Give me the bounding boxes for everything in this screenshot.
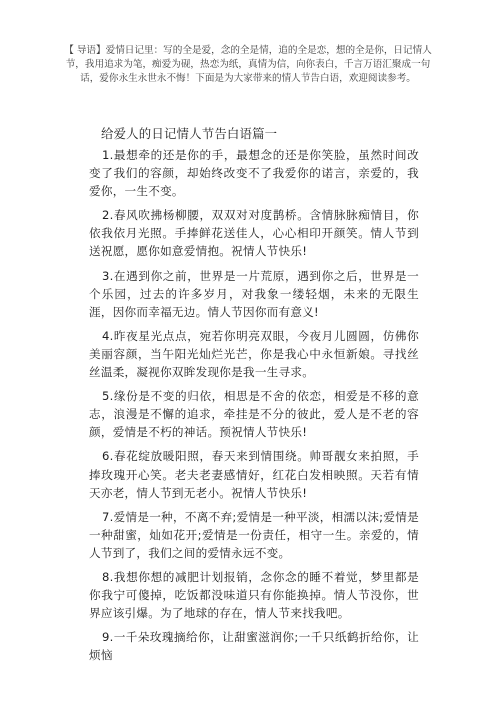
paragraph-3: 3.在遇到你之前，世界是一片荒原，遇到你之后，世界是一个乐园，过去的许多岁月，对我象一缕轻烟，未来的无限生涯，因你而幸福无边。情人节因你而有意义! xyxy=(89,268,419,319)
article-body xyxy=(89,125,419,670)
paragraph-4: 4.昨夜星光点点，宛若你明亮双眼，今夜月儿圆圆，仿佛你美丽容颜，当午阳光灿烂光芒，你是我心中永恒新娘。寻找丝丝温柔，凝视你双眸发现你是我一生寻求。 xyxy=(89,328,419,380)
paragraph-7: 7.爱情是一种，不离不弃;爱情是一种平淡，相濡以沫;爱情是一种甜蜜，灿如花开;爱情是一份责任，相守一生。亲爱的，情人节到了，我们之间的爱情永远不变。 xyxy=(89,509,419,560)
paragraph-9: 9.一千朵玫瑰摘给你，让甜蜜滋润你;一千只纸鹤折给你，让烦恼 xyxy=(89,630,419,663)
paragraph-6: 6.春花绽放暖阳照，春天来到情围绕。帅哥靓女来拍照，手捧玫瑰开心笑。老夫老妻感情好，红花白发相映照。天若有情天亦老，情人节到无老小。祝情人节快乐! xyxy=(89,449,419,500)
guide-label: 【 导语】 xyxy=(64,45,106,56)
paragraph-8: 8.我想你想的减肥计划报销，念你念的睡不着觉，梦里都是你我宁可傻掉，吃饭都没味道只有你能换掉。情人节没你，世界应该引爆。为了地球的存在，情人节来找我吧。 xyxy=(89,569,419,621)
paragraph-2: 2.春风吹拂杨柳腰，双双对对度鹊桥。含情脉脉痴情目，你依我依月光照。手捧鲜花送佳人，心心相印开颜笑。情人节到送祝愿，愿你如意爱情抱。祝情人节快乐! xyxy=(89,208,419,259)
article-title: 给爱人的日记情人节告白语篇一 xyxy=(101,126,278,141)
paragraph-1: 1.最想牵的还是你的手，最想念的还是你笑脸，虽然时间改变了我们的容颜，却始终改变不了我爱你的诺言，亲爱的，我爱你，一生不变。 xyxy=(89,148,419,199)
guide-intro xyxy=(60,44,436,87)
guide-text: 爱情日记里：写的全是爱，念的全是情，追的全是恋，想的全是你，日记情人节，我用追求为笔，痴爱为砚，热恋为纸，真情为信，向你表白，千言万语汇聚成一句话，爱你永生永世永不悔！下面是为大家带来的情人节告白语，欢迎阅读参考。 xyxy=(65,45,432,85)
paragraph-5: 5.缘份是不变的归依，相思是不舍的依恋，相爱是不移的意志，浪漫是不懈的追求，牵挂是不分的彼此，爱人是不老的容颜，爱情是不朽的神话。预祝情人节快乐! xyxy=(89,389,419,440)
